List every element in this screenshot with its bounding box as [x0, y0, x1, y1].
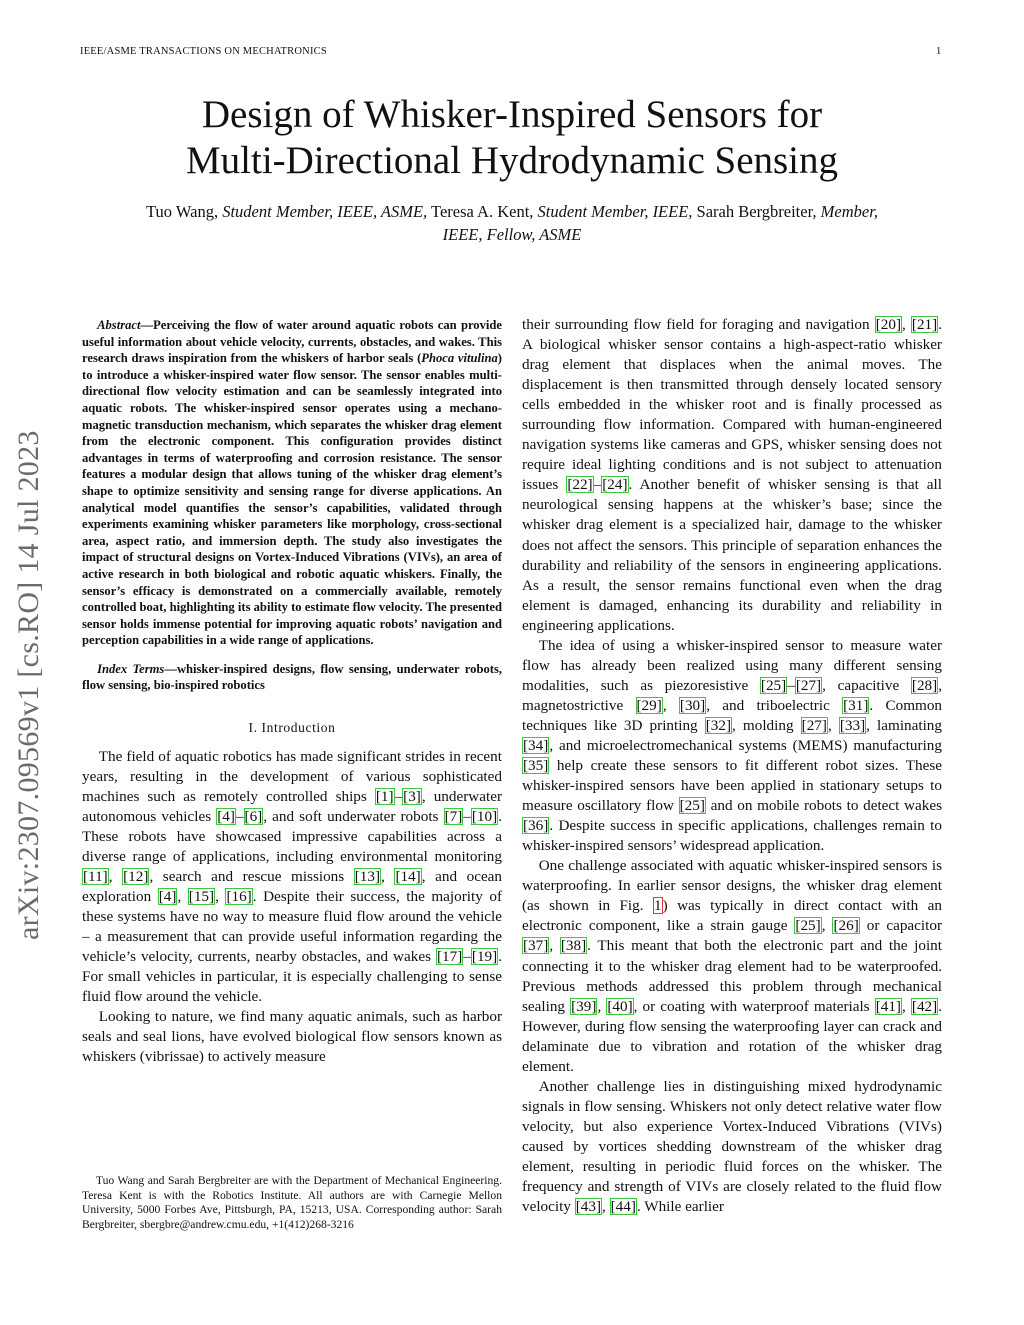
text-run: , underwater autonomous vehicles	[82, 787, 502, 825]
text-run: . For small vehicles in particular, it is especially challenging to sense fluid flow around the vehicle.	[82, 948, 502, 1006]
text-run: and on mobile robots to detect wakes	[705, 797, 943, 815]
left-column	[82, 317, 502, 1067]
text-run: , or coating with waterproof materials	[633, 997, 875, 1015]
abstract-label: Abstract	[97, 318, 141, 332]
text-run: The idea of using a whisker-inspired sensor to measure water flow has already been realized using many different sensing modalities, such as piezoresistive	[522, 636, 942, 694]
text-run: , and soft underwater robots	[263, 807, 444, 825]
text-run: , and triboelectric	[706, 696, 843, 714]
author-1-role: Student Member, IEEE, ASME,	[222, 202, 428, 221]
citation-link[interactable]: [38]	[560, 937, 587, 955]
text-run: –	[593, 476, 602, 494]
author-2: Teresa A. Kent,	[431, 202, 534, 221]
text-run: ,	[177, 887, 188, 905]
author-2-role: Student Member, IEEE,	[537, 202, 693, 221]
text-run: ,	[821, 917, 833, 935]
text-run: –	[235, 807, 244, 825]
author-3-role-cont: IEEE, Fellow, ASME	[442, 225, 582, 244]
citation-link[interactable]: [16]	[226, 887, 252, 905]
citation-link[interactable]: [19]	[471, 948, 498, 966]
text-run: help create these sensors to fit different robot sizes. These whisker-inspired sensors have been applied in stationary setups to measure oscillatory flow	[522, 757, 942, 815]
citation-link[interactable]: [22]	[567, 476, 593, 494]
title-line-1: Design of Whisker-Inspired Sensors for	[201, 93, 823, 136]
citation-link[interactable]: [11]	[83, 867, 108, 885]
author-3: Sarah Bergbreiter,	[696, 202, 817, 221]
text-run: ,	[662, 696, 679, 714]
index-terms-label: Index Terms	[97, 661, 165, 676]
citation-link[interactable]: [27]	[801, 716, 827, 734]
text-run: Another challenge lies in distinguishing mixed hydrodynamic signals in flow sensing. Whiskers not only detect relative water flow velocity, but also experience Vortex-Induced Vibrations (VIVs) caused by vortices shedding downstream of the whisker drag element, resulting in periodic fluid forces on the whisker. The frequency and strength of VIVs are closely related to the fluid flow velocity	[522, 1077, 942, 1216]
text-run: –	[463, 948, 471, 966]
abstract	[82, 317, 502, 649]
index-terms-dash: —	[164, 661, 177, 676]
citation-link[interactable]: [20]	[875, 316, 902, 333]
text-run: . These robots have showcased impressive capabilities across a diverse range of applications, including environmental monitoring	[82, 807, 502, 865]
species-name: Phoca vitulina	[421, 351, 498, 366]
text-run: . This meant that both the electronic part and the joint connecting it to the whisker drag element had to be waterproofed. Previous methods addressed this problem through mechanical sealing	[522, 937, 942, 1015]
text-run: ,	[902, 316, 911, 333]
text-run: . Despite their success, the majority of these systems have no way to measure fluid flow around the vehicle – a measurement that can provide useful information regarding the vehicle’s velocity, currents, nearby obstacles, and wakes	[82, 887, 503, 966]
author-1: Tuo Wang,	[146, 202, 219, 221]
text-run: , and microelectromechanical systems (MEMS) manufacturing	[549, 736, 942, 754]
citation-link[interactable]: [10]	[471, 807, 498, 825]
citation-link[interactable]: [25]	[760, 676, 787, 694]
text-run: , and ocean exploration	[82, 867, 503, 905]
citation-link[interactable]: [43]	[575, 1198, 602, 1216]
text-run: . Common techniques like 3D printing	[522, 696, 943, 734]
author-list	[70, 200, 954, 246]
text-run: ,	[549, 937, 560, 955]
text-run: ,	[902, 997, 911, 1015]
arxiv-stamp: arXiv:2307.09569v1 [cs.RO] 14 Jul 2023	[12, 430, 45, 940]
citation-link[interactable]: [14]	[395, 867, 421, 885]
text-run: their surrounding flow field for foraging and navigation	[522, 316, 875, 333]
index-terms-text: whisker-inspired designs, flow sensing, underwater robots, flow sensing, bio-inspired robotics	[82, 661, 502, 693]
text-run: , molding	[732, 716, 801, 734]
citation-link[interactable]: [25]	[679, 797, 705, 815]
citation-link[interactable]: [33]	[839, 716, 866, 734]
figure-link[interactable]: 1	[653, 897, 662, 915]
text-run: –	[394, 787, 403, 805]
citation-link[interactable]: [4]	[158, 887, 177, 905]
citation-link[interactable]: [3]	[403, 787, 421, 805]
citation-link[interactable]: [31]	[843, 696, 869, 714]
text-run: ,	[827, 716, 839, 734]
citation-link[interactable]: [40]	[607, 997, 633, 1015]
citation-link[interactable]: [25]	[795, 917, 821, 935]
author-3-role: Member,	[820, 202, 878, 221]
page-number: 1	[936, 46, 942, 57]
text-run: The field of aquatic robotics has made significant strides in recent years, resulting in the development of various sophisticated machines such as remotely controlled ships	[82, 747, 502, 805]
text-run: ,	[108, 867, 123, 885]
text-run: ,	[602, 1198, 610, 1216]
citation-link[interactable]: [21]	[911, 316, 938, 333]
paper-title	[100, 92, 924, 184]
text-run: , magnetostrictive	[522, 676, 942, 714]
citation-link[interactable]: [41]	[875, 997, 901, 1015]
citation-link[interactable]: [15]	[188, 887, 215, 905]
citation-link[interactable]: [27]	[795, 676, 822, 694]
author-footnote	[82, 1174, 502, 1232]
citation-link[interactable]: [35]	[523, 757, 549, 775]
intro-paragraph-2: Looking to nature, we find many aquatic animals, such as harbor seals and seal lions, have evolved biological flow sensors known as whiskers (vibrissae) to actively measure	[82, 1008, 502, 1066]
text-run: or capacitor	[859, 917, 943, 935]
citation-link[interactable]: [36]	[523, 817, 549, 835]
citation-link[interactable]: [12]	[123, 867, 149, 885]
citation-link[interactable]: [17]	[436, 948, 463, 966]
footnote-text: Tuo Wang and Sarah Bergbreiter are with the Department of Mechanical Engineering. Teresa Kent is with the Robotics Institute. All authors are with Carnegie Mellon University, 5000 Forbes Ave, Pittsburgh, PA, 15213, USA. Corresponding author: Sarah Bergbreiter, sbergbre@andrew.cmu.edu, +1(412)268-3216	[82, 1174, 502, 1231]
text-run: ,	[381, 867, 395, 885]
text-run: , capacitive	[822, 676, 911, 694]
text-run: . However, during flow sensing the waterproofing layer can crack and delaminate due to vibration and rotation of the whisker drag element.	[522, 997, 943, 1075]
citation-link[interactable]: [44]	[610, 1198, 636, 1216]
text-run: One challenge associated with aquatic whisker-inspired sensors is waterproofing. In earlier sensor designs, the whisker drag element (as shown in Fig.	[522, 857, 942, 915]
citation-link[interactable]: [4]	[217, 807, 235, 825]
citation-link[interactable]: [1]	[375, 787, 394, 805]
abstract-text-2: ) to introduce a whisker-inspired water flow sensor. The sensor enables multi-directional flow velocity estimation and can be seamlessly integrated into aquatic robots. The whisker-inspired sensor operates using a mechano-magnetic transduction mechanism, which separates the whisker drag element from the electronic component. This configuration provides distinct advantages in terms of waterproofing and corrosion resistance. The sensor features a modular design that allows tuning of the whisker drag element’s shape to optimize sensitivity and sensing range for diverse applications. An analytical model quantifies the sensor’s capabilities, validated through experiments examining whisker parameters like morphology, cross-sectional area, aspect ratio, and immersion depth. The study also investigates the impact of structural designs on Vortex-Induced Vibrations (VIVs), an area of active research in both biological and robotic aquatic whiskers. Finally, the sensor’s efficacy is demonstrated on a commercially available, remotely controlled boat, highlighting its ability to estimate flow velocity. The presented sensor holds immense potential for improving aquatic robots’ navigation and perception capabilities in a wide range of applications.	[82, 351, 502, 648]
text-run: . Another benefit of whisker sensing is that all neurological sensing happens at the whisker’s base; since the whisker drag element is a specialized hair, damage to the whisker does not affect the sensors. This principle of separation enhances the durability and reliability of the sensors in engineering applications. As a result, the sensor remains functional even when the drag element is damaged, enhancing its durability and reliability in engineering applications.	[522, 476, 942, 634]
citation-link[interactable]: [30]	[679, 696, 706, 714]
text-run: –	[463, 807, 471, 825]
citation-link[interactable]: [13]	[354, 867, 381, 885]
citation-link[interactable]: [26]	[833, 917, 859, 935]
citation-link[interactable]: [34]	[523, 736, 549, 754]
section-heading-introduction: I. Introduction	[248, 720, 336, 736]
citation-link[interactable]: [42]	[911, 997, 938, 1015]
text-run: ,	[597, 997, 607, 1015]
text-run: –	[787, 676, 795, 694]
citation-link[interactable]: [29]	[636, 696, 662, 714]
right-paragraph-2	[522, 636, 942, 857]
right-paragraph-3	[522, 856, 942, 1077]
citation-link[interactable]: [39]	[571, 997, 597, 1015]
citation-link[interactable]: [37]	[523, 937, 549, 955]
text-run: . Despite success in specific applications, challenges remain to whisker-inspired sensors’ widespread application.	[522, 817, 942, 855]
abstract-text-1: Perceiving the flow of water around aquatic robots can provide useful information about vehicle velocity, currents, obstacles, and wakes. This research draws inspiration from the whiskers of harbor seals (	[82, 318, 502, 366]
title-line-2: Multi-Directional Hydrodynamic Sensing	[185, 139, 839, 182]
journal-header: IEEE/ASME TRANSACTIONS ON MECHATRONICS	[80, 46, 327, 57]
citation-link[interactable]: [7]	[444, 807, 463, 825]
citation-link[interactable]: [24]	[602, 476, 628, 494]
right-column	[522, 315, 942, 1217]
citation-link[interactable]: [28]	[911, 676, 938, 694]
intro-paragraph-1	[82, 747, 502, 1008]
abstract-dash: —	[140, 318, 154, 332]
text-run: , laminating	[866, 716, 942, 734]
text-run: . While earlier	[636, 1198, 724, 1216]
text-run: ,	[215, 887, 226, 905]
text-run: ) was typically in direct contact with an electronic component, like a strain gauge	[522, 897, 942, 935]
index-terms	[82, 661, 502, 694]
text-run: , search and rescue missions	[149, 867, 354, 885]
intro-body	[82, 747, 502, 1068]
right-paragraph-1	[522, 315, 942, 636]
text-run: . A biological whisker sensor contains a high-aspect-ratio whisker drag element that displaces when the animal moves. The displacement is then transmitted through densely located sensory cells embedded in the whisker root and is finally processed as surrounding flow information. Compared with human-engineered navigation systems like cameras and GPS, whisker sensing does not require ideal lighting conditions and is not subject to attenuation issues	[522, 316, 942, 494]
citation-link[interactable]: [32]	[705, 716, 732, 734]
citation-link[interactable]: [6]	[244, 807, 263, 825]
right-paragraph-4	[522, 1077, 942, 1217]
